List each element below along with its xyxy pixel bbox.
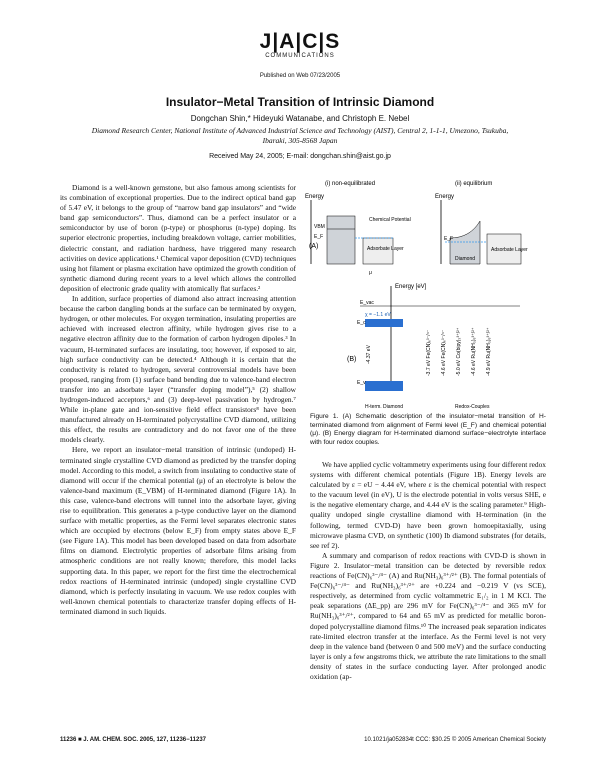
redox-couples-label: Redox-Couples (455, 404, 490, 410)
gap-label: -4.37 eV (366, 345, 372, 364)
paragraph: A summary and comparison of redox reactions with CVD-D is shown in Figure 2. Insulator−metal transition can be detected by reversible redox reactions of Fe(CN)₆³⁻/⁴⁻ (A) and Ru(NH₃)₆³⁺/²⁺ (B). The formal potentials of Fe(CN)₆³⁻/⁴⁻ and Ru(NH₃)₆³⁺/²⁺ are +0.224 and −0.219 V (vs SCE), respectively, as determined from cyclic voltammetric E₁/₂ in 1 M KCl. The peak separations (ΔE_pp) are 296 mV for Fe(CN)₆³⁻/⁴⁻ and 365 mV for Ru(NH₃)₆³⁺/²⁺, compared to 64 and 65 mV as predicted for metallic boron-doped polycrystalline diamond films.¹⁰ The increased peak separation indicates rate-limited electron transfer at the interface. As the Fermi level is not very deep in the valence band (between 0 and 500 meV) and the surface conducting layer is only a few angstroms thick, we attribute the rate limitations to the small density of states in the surface conducting layer. After prolonged anodic oxidation (ap- (310, 550, 546, 681)
redox-couple: -3.7 eV Fe(CN)₆³⁻/⁴⁻ (426, 329, 432, 376)
adsorbate-label-left: Adsorbate Layer (367, 246, 404, 252)
h-term-diamond-label: H-term. Diamond (365, 404, 404, 410)
article-authors: Dongchan Shin,* Hideyuki Watanabe, and Christoph E. Nebel (190, 114, 410, 123)
footer-citation: 11236 ■ J. AM. CHEM. SOC. 2005, 127, 11236−11237 (60, 737, 206, 743)
vbm-label: VBM (314, 224, 325, 230)
figure-caption: Figure 1. (A) Schematic description of the insulator−metal transition of H-terminated diamond from alignment of Fermi level (E_F) and chemical potential (μ). (B) Energy diagram for H-terminated diamond surface−electrolyte interface with four redox couples. (310, 413, 546, 446)
chem-potential-label: Chemical Potential (369, 217, 411, 223)
redox-couple: -4.6 eV Fe(CN)₆³⁻/⁴⁻ (441, 329, 447, 376)
diamond-label-right: Diamond (455, 256, 476, 262)
conduction-band (365, 319, 403, 327)
left-column-text (60, 183, 296, 617)
ef-label-left: E_F (314, 234, 324, 240)
article-affiliation: Diamond Research Center, National Institute of Advanced Industrial Science and Technology (AIST), Central 2, 1-1-1, Umezono, Tsukuba, Ibaraki, 305-8568 Japan (91, 126, 509, 145)
redox-couple: -4.9 eV Ru(NH₃)₆³⁺/²⁺ (486, 327, 492, 376)
adsorbate-label-right: Adsorbate Layer (491, 247, 528, 253)
article-title: Insulator−Metal Transition of Intrinsic Diamond (165, 95, 435, 109)
energy-axis-label: Energy (305, 194, 325, 200)
redox-couple: -4.6 eV Ru(NH₃)₆³⁺/²⁺ (471, 327, 477, 376)
electron-affinity-label: χ = −1.1 eV (365, 312, 391, 318)
valence-band (365, 381, 403, 391)
paragraph: In addition, surface properties of diamond also attract increasing attention because the carbon dangling bonds at the surface can be terminated by oxygen, hydrogen, or other molecules. For oxygen termination, insulating properties are achieved with increased electron affinity, while hydrogen gives rise to a negative electron affinity due to the formation of carbon hydrogen dipoles.³ In vacuum, H-terminated surfaces are insulating, too; however, if exposed to air, high surface conductivity can be detected.⁴ Although it is certain that the conductivity is related to hydrogen, several controversial models have been proposed, ranging from (1) surface band bending due to valence-band electron transfer into an adsorbate layer (“transfer doping model”),⁵ (2) shallow hydrogen-induced acceptors,⁶ and (3) deep-level passivation by hydrogen.⁷ While in-plane gate and ion-sensitive field effect transistors⁸ have been manufactured already on H-terminated polycrystalline CVD diamond, utilizing this effect, the results are contradictory and do not favor one of the three models clearly. (60, 294, 296, 445)
paragraph: We have applied cyclic voltammetry experiments using four different redox systems with different chemical potentials (Figure 1B). Energy levels are calculated by ε = eU − 4.44 eV, where ε is the chemical potential with respect to the vacuum level (in eV), U is the electrode potential in volts versus SHE, e is the negative elementary charge, and 4.44 eV is the scaling parameter.⁹ High-quality undoped single crystalline diamond with H-termination (in the following, termed CVD-D) have been grown homoepitaxially, using microwave plasma CVD, on synthetic (100) Ib diamond substrates (for details, see ref 2). (310, 460, 546, 550)
evac-label: E_vac (360, 300, 374, 306)
ec-label: E_c (357, 320, 366, 326)
panel-a-right-title: (ii) equilibrium (455, 181, 493, 187)
footer-doi: 10.1021/ja052834t CCC: $30.25 © 2005 American Chemical Society (364, 737, 546, 743)
received-date-email: Received May 24, 2005; E-mail: dongchan.shin@aist.go.jp (209, 153, 391, 160)
ef-label-right: E_F (444, 236, 454, 242)
mu-label-left: μ (369, 270, 372, 276)
panel-a-label: (A) (309, 243, 319, 250)
energy-axis-label-right: Energy (435, 194, 455, 200)
redox-couple: -5.0 eV Co(bipy)₃³⁺/²⁺ (456, 327, 462, 376)
page-footer (60, 737, 546, 743)
journal-logo-subtitle: COMMUNICATIONS (265, 53, 335, 59)
right-column-text (310, 460, 546, 682)
panel-b-label: (B) (347, 356, 357, 363)
redox-couples (426, 327, 492, 376)
paragraph: Diamond is a well-known gemstone, but also famous among scientists for its combination of exceptional properties. Due to the indirect optical band gap of 5.47 eV, it belongs to the group of “narrow band gap insulators” and “wide band gap semiconductors”. Thus, diamond can be a perfect insulator or a semiconductor by use of boron (p-type) or phosphorus (n-type) doping. Its superior electronic properties, including breakdown voltage, carrier mobilities, dielectric constant, and radiation hardness, have triggered many research activities on device applications.¹ Chemical vapor deposition (CVD) techniques using hot filament or plasma excitation have optimized the growth condition of synthetic diamond during recent years to a level which allows the controlled deposition of electronic grade quality with atomically flat surfaces.² (60, 183, 296, 293)
figure-1 (305, 176, 550, 412)
ev-label: E_v (357, 380, 366, 386)
panel-a-left-title: (i) non-equilibrated (325, 181, 376, 187)
energy-ev-label: Energy [eV] (395, 284, 427, 290)
published-on-web: Published on Web 07/23/2005 (259, 73, 341, 79)
journal-logo: J|A|C|S (259, 30, 341, 53)
paragraph: Here, we report an insulator−metal transition of intrinsic (undoped) H-terminated single crystalline CVD diamond as predicted by the transfer doping model. According to this model, a switch from insulating to conductive state of diamond will occur if the chemical potential (μ) of an electrolyte is below the valence-band maximum (E_VBM) of H-terminated diamond (Figure 1A). In this case, valence-band electrons will tunnel into the adsorbate layer, giving rise to equilibration. This generates a p-type conductive layer on the diamond surface with metallic properties, as the Fermi level separates electronic states which are occupied by electrons (below E_F) from empty states above E_F (see Figure 1A). This model has been developed based on data from adsorbate films on diamond. Electrolytic properties of adsorbate films arising from atmospheric conditions are not really known; therefore, this model lacks supporting data. In this paper, we report for the first time the electrochemical redox reactions of H-terminated intrinsic (undoped) single crystalline CVD diamond, which is perfectly insulating in vacuum. We use redox couples with well-known chemical potentials to characterize transfer doping effects of H-terminated diamond in such liquids. (60, 445, 296, 616)
diamond-band (327, 216, 355, 264)
